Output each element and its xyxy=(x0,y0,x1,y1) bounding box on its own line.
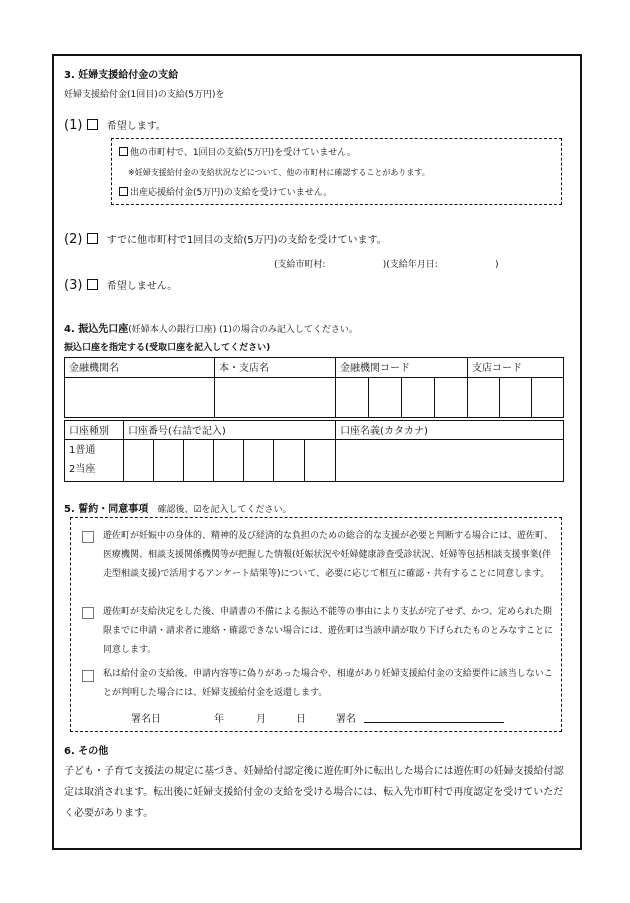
branch-code-header: 支店コード xyxy=(468,358,564,378)
signature-day: 日 xyxy=(296,714,306,725)
signature-month: 月 xyxy=(256,714,266,725)
signature-year: 年 xyxy=(214,714,224,725)
bank-code-digit[interactable] xyxy=(402,378,435,418)
bank-name-field[interactable] xyxy=(65,378,215,418)
account-type-ordinary[interactable]: 1普通 xyxy=(69,445,96,456)
condition2 xyxy=(119,185,332,198)
option1-checkbox[interactable] xyxy=(87,119,98,130)
condition1-label: 他の市町村で、1回目の支給(5万円)を受けていません。 xyxy=(130,148,356,158)
consent2-text: 遊佐町が支給決定をした後、申請書の不備による振込不能等の事由により支払が完了せず、かつ、定められた期限までに申請・請求者に連絡・確認できない場合には、遊佐町は当該申請が取り下げられたものとみなすことに同意します。 xyxy=(103,607,554,655)
option2-label: すでに他市町村で1回目の支給(5万円)の支給を受けています。 xyxy=(106,235,387,246)
account-type-current[interactable]: 2当座 xyxy=(69,464,96,475)
section4-title-suffix: (妊婦本人の銀行口座) (1)の場合のみ記入してください。 xyxy=(128,325,358,335)
section6-title: 6. その他 xyxy=(64,746,109,757)
section3-title: 3. 妊婦支援給付金の支給 xyxy=(64,70,179,81)
section3-intro: 妊婦支援給付金(1回目)の支給(5万円)を xyxy=(64,90,225,100)
account-table xyxy=(64,420,564,482)
account-number-digit[interactable] xyxy=(305,440,336,482)
section4-title: 4. 振込先口座 xyxy=(64,324,129,335)
branch-name-field[interactable] xyxy=(215,378,336,418)
consent2-checkbox[interactable] xyxy=(82,607,94,619)
option3-number: (3) xyxy=(64,278,83,293)
account-number-digit[interactable] xyxy=(214,440,244,482)
option1-number: (1) xyxy=(64,118,83,133)
signature-date-label: 署名日 xyxy=(131,714,161,725)
bank-name-header: 金融機関名 xyxy=(65,358,215,378)
account-number-digit[interactable] xyxy=(184,440,214,482)
branch-code-digit[interactable] xyxy=(500,378,532,418)
option3 xyxy=(64,277,177,293)
section5-title-suffix: 確認後、☑を記入してください。 xyxy=(157,505,292,515)
bank-code-digit[interactable] xyxy=(336,378,369,418)
option3-label: 希望しません。 xyxy=(106,281,178,292)
condition-note: ※妊婦支援給付金の支給状況などについて、他の市町村に確認することがあります。 xyxy=(128,168,430,177)
account-holder-field[interactable] xyxy=(336,440,564,482)
option2-detail: (支給市町村: )(支給年月日: ) xyxy=(274,260,499,270)
consent1-text: 遊佐町が妊娠中の身体的、精神的及び経済的な負担のための総合的な支援が必要と判断する場合には、遊佐町、医療機関、相談支援関係機関等が把握した情報(妊娠状況や妊婦健康診査受診状況、妊婦等包括相談支援事業(伴走型相談支援)で活用するアンケート結果等)について、必要に応じて相互に確認・共有することに同意します。 xyxy=(103,531,554,579)
account-number-digit[interactable] xyxy=(124,440,154,482)
section4-heading xyxy=(64,320,358,335)
branch-code-digit[interactable] xyxy=(532,378,564,418)
signature-name-label: 署名 xyxy=(336,714,356,725)
bank-table xyxy=(64,357,564,418)
consent3-text: 私は給付金の支給後、申請内容等に偽りがあった場合や、相違があり妊婦支援給付金の支給要件に該当しないことが判明した場合には、妊婦支援給付金を返還します。 xyxy=(103,669,553,698)
bank-code-digit[interactable] xyxy=(369,378,402,418)
account-type-header: 口座種別 xyxy=(65,421,124,440)
bank-code-header: 金融機関コード xyxy=(336,358,468,378)
bank-code-digit[interactable] xyxy=(435,378,468,418)
section6-body: 子ども・子育て支援法の規定に基づき、妊婦給付認定後に遊佐町外に転出した場合には遊佐町の妊婦支援給付認定は取消されます。転出後に妊婦支援給付金の支給を受ける場合には、転入先市町村で再度認定を受けていただく必要があります。 xyxy=(64,766,564,819)
account-number-digit[interactable] xyxy=(244,440,274,482)
branch-code-digit[interactable] xyxy=(468,378,500,418)
account-number-header: 口座番号(右詰で記入) xyxy=(124,421,336,440)
account-type-options[interactable] xyxy=(65,440,124,482)
branch-name-header: 本・支店名 xyxy=(215,358,336,378)
option2 xyxy=(64,231,387,247)
condition1 xyxy=(119,145,356,158)
section5-title: 5. 誓約・同意事項 xyxy=(64,504,149,515)
option2-checkbox[interactable] xyxy=(87,233,98,244)
consent3-checkbox[interactable] xyxy=(82,670,94,682)
option3-checkbox[interactable] xyxy=(87,279,98,290)
account-number-digit[interactable] xyxy=(274,440,305,482)
section4-subtitle: 振込口座を指定する(受取口座を記入してください) xyxy=(64,343,271,353)
option1 xyxy=(64,117,166,133)
condition2-checkbox[interactable] xyxy=(119,187,128,196)
section5-heading xyxy=(64,500,292,515)
condition1-checkbox[interactable] xyxy=(119,147,128,156)
consent1-checkbox[interactable] xyxy=(82,531,94,543)
condition2-label: 出産応援給付金(5万円)の支給を受けていません。 xyxy=(130,188,333,198)
account-holder-header: 口座名義(カタカナ) xyxy=(336,421,564,440)
option2-number: (2) xyxy=(64,232,83,247)
account-number-digit[interactable] xyxy=(154,440,184,482)
signature-line[interactable] xyxy=(364,711,504,723)
option1-label: 希望します。 xyxy=(106,121,166,132)
